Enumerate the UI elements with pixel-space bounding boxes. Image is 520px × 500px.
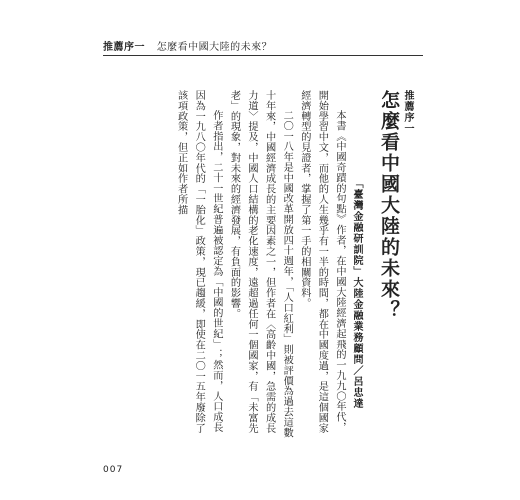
- header-rule: [103, 55, 423, 56]
- body-text: [108, 90, 348, 440]
- body-paragraph: 本書《中國奇蹟的句點》作者，在中國大陸經濟起飛的一九九〇年代，開始學習中文，而他的人生幾乎有一半的時間，都在中國度過，是這個國家經濟轉型的見證者，掌握了第一手的相關資料。: [298, 90, 345, 434]
- header-title: 怎麼看中國大陸的未來？: [156, 42, 273, 53]
- author-byline: 「臺灣金融研訓院」大陸金融業務顧問／呂忠達: [351, 178, 362, 409]
- running-header: [103, 38, 272, 53]
- article-title: 怎麼看中國大陸的未來？: [378, 90, 400, 321]
- page-number: 007: [103, 465, 124, 475]
- section-label: 推薦序一: [402, 90, 413, 134]
- header-label: 推薦序一: [103, 42, 145, 53]
- body-paragraph: 二〇一八年是中國改革開放四十週年，「人口紅利」則被評價為過去這數十年來，中國經濟成長的主要因素之一，但作者在〈高齡中國，急需的成長力道〉提及，中國人口結構的老化速度，遠超過任何一個國家，有「未富先老」的現象，對未來的經濟發展，有負面的影響。: [228, 90, 293, 439]
- body-paragraph: 作者指出，二十一世紀普遍被認定為「中國的世紀」；然而，人口成長因為一九八〇年代的「一胎化」政策，現已趨緩，即使在二〇一五年廢除了該項政策，但正如作者所描: [175, 90, 222, 434]
